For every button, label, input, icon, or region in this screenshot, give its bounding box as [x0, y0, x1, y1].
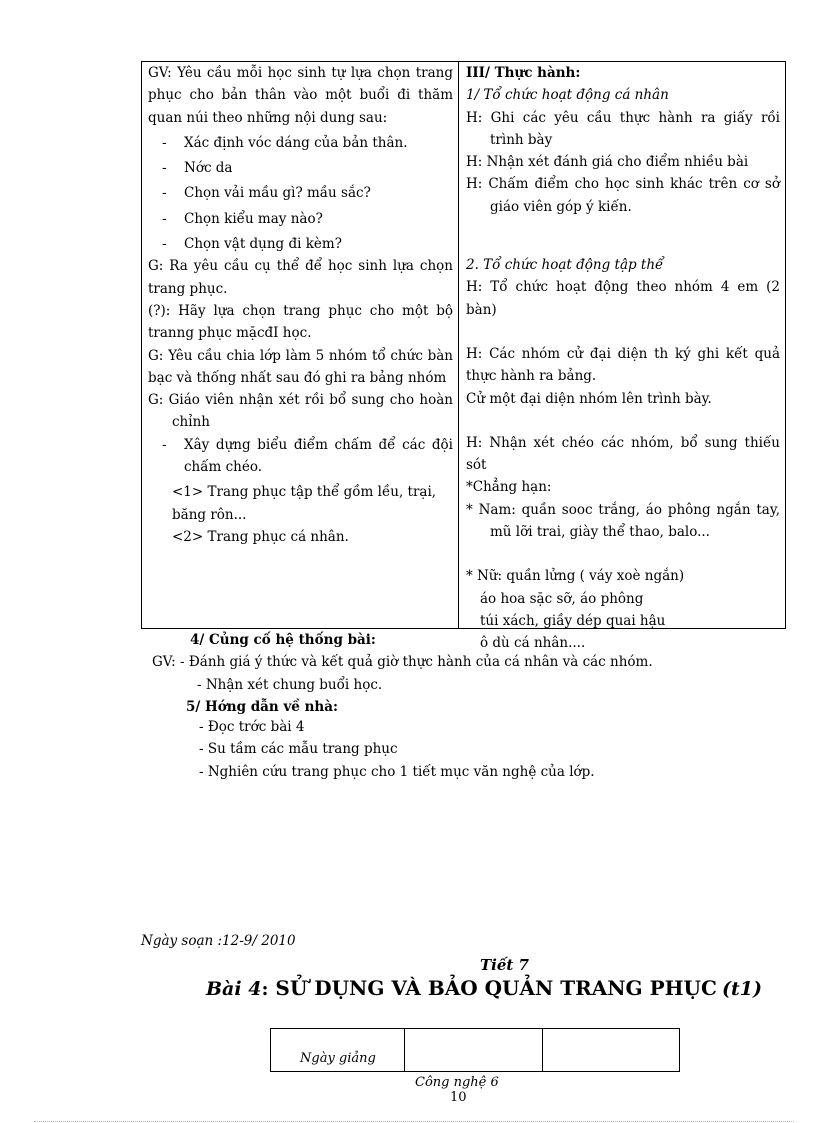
section5-item: - Nghiên cứu trang phục cho 1 tiết mục văn nghệ của lớp.	[199, 764, 595, 780]
individual-activity-heading: 1/ Tổ chức hoạt động cá nhân	[466, 87, 669, 104]
period-label: Tiết 7	[480, 956, 529, 974]
left-p4: G: Yêu cầu chia lớp làm 5 nhóm tổ chức bàn bạc và thống nhất sau đó ghi ra bảng nhóm	[148, 347, 453, 386]
group-activity-heading: 2. Tổ chức hoạt động tập thể	[466, 257, 664, 274]
subject-footer: Công nghệ 6	[415, 1075, 499, 1090]
left-p1: GV: Yêu cầu mỗi học sinh tự lựa chọn trang phục cho bản thân vào một buổi đi thăm quan núi theo những nội dung sau:	[148, 65, 453, 126]
section5-item: - Đọc trớc bài 4	[199, 719, 305, 735]
left-item: - Nớc da	[148, 157, 453, 179]
lesson-part: (t1)	[721, 978, 762, 1000]
right-h5: H: Các nhóm cử đại diện th ký ghi kết quả thực hành ra bảng.	[466, 345, 780, 385]
student-column	[466, 62, 780, 655]
left-p3: (?): Hãy lựa chọn trang phục cho một bộ tranng phục mặcđI học.	[148, 302, 453, 342]
right-h6: Cử một đại diện nhóm lên trình bày.	[466, 390, 712, 407]
left-item: - Chọn kiểu may nào?	[148, 208, 453, 230]
teacher-column	[148, 62, 453, 548]
left-item: - Chọn vải mầu gì? mầu sắc?	[148, 182, 453, 204]
table-divider	[458, 61, 459, 629]
left-item: - Chọn vật dụng đi kèm?	[148, 233, 453, 255]
left-sub1: <1> Trang phục tập thể gồm lều, trại, băng rôn...	[172, 484, 437, 523]
left-sub2: <2> Trang phục cá nhân.	[172, 528, 349, 545]
left-p2: G: Ra yêu cầu cụ thể để học sinh lựa chọn trang phục.	[148, 258, 453, 297]
right-h11: áo hoa sặc sỡ, áo phông	[480, 590, 644, 607]
right-h8: *Chẳng hạn:	[466, 479, 552, 496]
right-h4: H: Tổ chức hoạt động theo nhóm 4 em (2 bàn)	[466, 279, 780, 318]
right-h1: H: Ghi các yêu cầu thực hành ra giấy rồi trình bày	[466, 109, 780, 148]
right-h13: ô dù cá nhân....	[480, 635, 586, 652]
practice-heading: III/ Thực hành:	[466, 65, 581, 81]
left-p5: G: Giáo viên nhận xét rồi bổ sung cho hoàn chỉnh	[148, 392, 453, 431]
lesson-title	[206, 976, 762, 1000]
footer-divider	[34, 1121, 794, 1122]
section4-line1: GV: - Đánh giá ý thức và kết quả giờ thực hành của cá nhân và các nhóm.	[152, 654, 653, 670]
lesson-name: SỬ DỤNG VÀ BẢO QUẢN TRANG PHỤC	[268, 976, 717, 1000]
right-h2: H: Nhận xét đánh giá cho điểm nhiều bài	[466, 154, 749, 171]
lesson-number: Bài 4	[206, 978, 262, 1000]
right-h12: túi xách, giầy dép quai hậu	[480, 612, 666, 629]
page-number: 10	[450, 1090, 467, 1105]
section5-title: 5/ Hớng dẫn về nhà:	[186, 699, 338, 715]
section5-item: - Su tầm các mẫu trang phục	[199, 741, 398, 757]
left-dash6: - Xây dựng biểu điểm chấm để các đội chấm chéo.	[148, 434, 453, 479]
lesson-colon: :	[261, 978, 269, 1000]
teaching-date-divider	[542, 1028, 543, 1072]
prep-date: Ngày soạn :12-9/ 2010	[141, 933, 296, 949]
teaching-date-label: Ngày giảng	[300, 1051, 376, 1066]
right-h9: * Nam: quần sooc trắng, áo phông ngắn tay, mũ lỡi trai, giày thể thao, balo...	[466, 501, 780, 541]
right-h7: H: Nhận xét chéo các nhóm, bổ sung thiếu sót	[466, 434, 780, 474]
right-h3: H: Chấm điểm cho học sinh khác trên cơ sở giáo viên góp ý kiến.	[466, 176, 780, 215]
teaching-date-divider	[404, 1028, 405, 1072]
section4-line2: - Nhận xét chung buổi học.	[197, 677, 383, 693]
section4-title: 4/ Củng cố hệ thống bài:	[190, 632, 376, 648]
left-item: - Xác định vóc dáng của bản thân.	[148, 132, 453, 154]
right-h10: * Nữ: quần lửng ( váy xoè ngắn)	[466, 568, 685, 585]
